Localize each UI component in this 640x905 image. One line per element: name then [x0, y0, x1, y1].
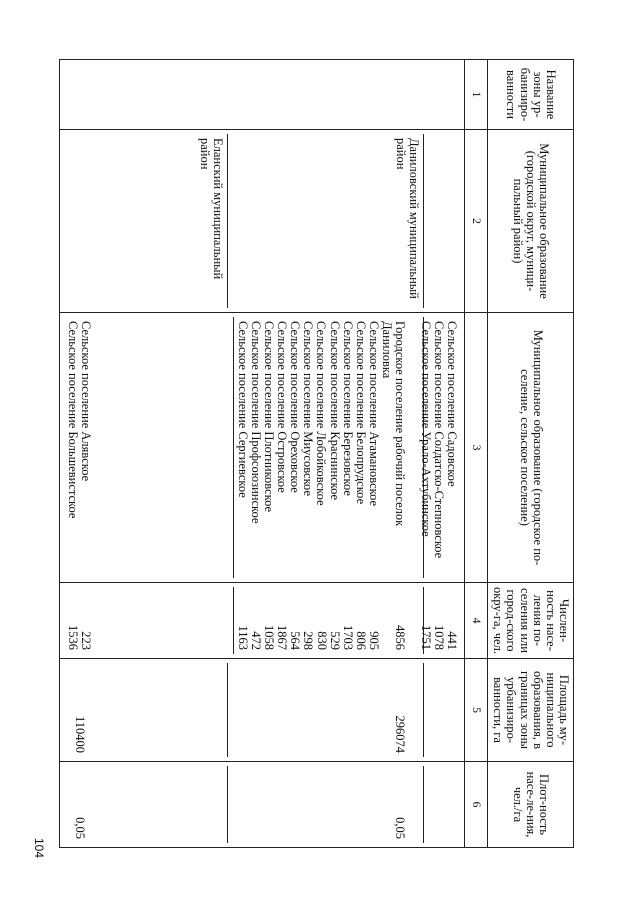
- area-value: 110400: [73, 715, 88, 753]
- district-name: Даниловский муниципальный район: [394, 138, 422, 299]
- density-value: 0,05: [73, 817, 88, 839]
- column-number: 1: [465, 60, 488, 130]
- column-number: 5: [465, 659, 488, 762]
- area-value: 296074: [393, 715, 408, 753]
- population-group-1: [233, 587, 423, 654]
- settlement-name: Сельское поселение Миусовское: [301, 321, 316, 496]
- settlement-name: Сельское поселение Плотниковское: [262, 321, 276, 513]
- settlement-name: Сельское поселение Профсоюзинское: [248, 321, 263, 524]
- population-value: 905: [367, 631, 382, 650]
- settlement-name: Сельское поселение Белопрудское: [353, 321, 368, 505]
- zone-name-cell: [60, 60, 465, 130]
- area-column: [60, 659, 465, 762]
- settlement-name: Сельское поселение Ореховское: [288, 321, 303, 493]
- population-value: 1703: [340, 625, 355, 650]
- settlement-name: Сельское поселение Солдатско-Степновское: [432, 321, 447, 559]
- area-group-2: [70, 663, 227, 757]
- population-value: 1058: [262, 625, 277, 650]
- density-group-1: [227, 766, 423, 843]
- population-group-0: [419, 587, 461, 654]
- population-value: 1751: [419, 625, 433, 650]
- district-group-0: [423, 134, 461, 308]
- settlement-name: Сельское поселение Сергиевское: [235, 321, 250, 498]
- population-group-2: [63, 587, 233, 654]
- district-group-1: [227, 134, 423, 308]
- page-number: 104: [32, 838, 46, 859]
- column-number: 3: [465, 313, 488, 583]
- settlement-name: Сельское поселение Лобойковское: [314, 321, 329, 506]
- column-number-row: [465, 60, 488, 848]
- column-number: 2: [465, 130, 488, 313]
- population-value: 1536: [66, 625, 81, 650]
- header-area: Площадь му-ниципального образования, в границах зоны урбанизиро-ванности, га: [488, 659, 574, 762]
- settlement-group-0: [419, 317, 461, 578]
- density-group-2: [70, 766, 227, 843]
- population-column: [60, 583, 465, 659]
- settlement-name: Городское поселение рабочий поселок Даниловка: [380, 321, 408, 527]
- header-population: Числен-ность насе-ления по-селения или город-ского окру-га, чел.: [488, 583, 574, 659]
- district-group-2: [195, 134, 227, 308]
- header-row: [488, 60, 574, 848]
- district-name: Еланский муниципальный район: [198, 138, 226, 280]
- header-settlement: Муниципальное образование (городское по-селение, сельское поселение): [488, 313, 574, 583]
- table-body-row: [60, 60, 465, 848]
- column-number: 4: [465, 583, 488, 659]
- settlement-name: Сельское поселение Островское: [275, 321, 290, 493]
- population-value: 806: [354, 631, 368, 650]
- settlement-name: Сельское поселение Садовское: [445, 321, 460, 487]
- population-value: 298: [301, 631, 316, 650]
- population-value: 830: [314, 631, 329, 650]
- urbanization-zone-table: [59, 59, 574, 848]
- population-value: 529: [327, 631, 342, 650]
- density-value: 0,05: [393, 817, 408, 839]
- column-number: 6: [465, 762, 488, 848]
- settlement-column: [60, 313, 465, 583]
- area-group-1: [227, 663, 423, 757]
- population-value: 1078: [432, 625, 447, 650]
- settlement-name: Сельское поселение Атамановское: [367, 321, 381, 507]
- population-value: 1163: [235, 625, 250, 650]
- settlement-name: Сельское поселение Большевистское: [66, 321, 81, 519]
- district-column: [60, 130, 465, 313]
- population-value: 223: [79, 631, 94, 650]
- settlement-name: Сельское поселение Урало-Ахтубинское: [419, 321, 433, 537]
- population-value: 4856: [393, 625, 408, 650]
- population-value: 1867: [275, 625, 290, 650]
- settlement-name: Сельское поселение Березовское: [340, 321, 355, 496]
- population-value: 564: [288, 631, 303, 650]
- density-column: [60, 762, 465, 848]
- header-density: Плот-ность насе-ле-ния, чел./га: [488, 762, 574, 848]
- settlement-name: Сельское поселение Краснинское: [327, 321, 342, 501]
- header-zone-name: Название зоны ур-банизиро-ванности: [488, 60, 574, 130]
- settlement-name: Сельское поселение Алявское: [79, 321, 94, 482]
- density-group-0: [423, 766, 461, 843]
- header-municipal-district: Муниципальное образование (городской округ, муници-пальный район): [488, 130, 574, 313]
- settlement-group-1: [233, 317, 423, 578]
- area-group-0: [423, 663, 461, 757]
- population-value: 472: [249, 631, 263, 650]
- settlement-group-2: [63, 317, 233, 578]
- population-value: 441: [445, 631, 460, 650]
